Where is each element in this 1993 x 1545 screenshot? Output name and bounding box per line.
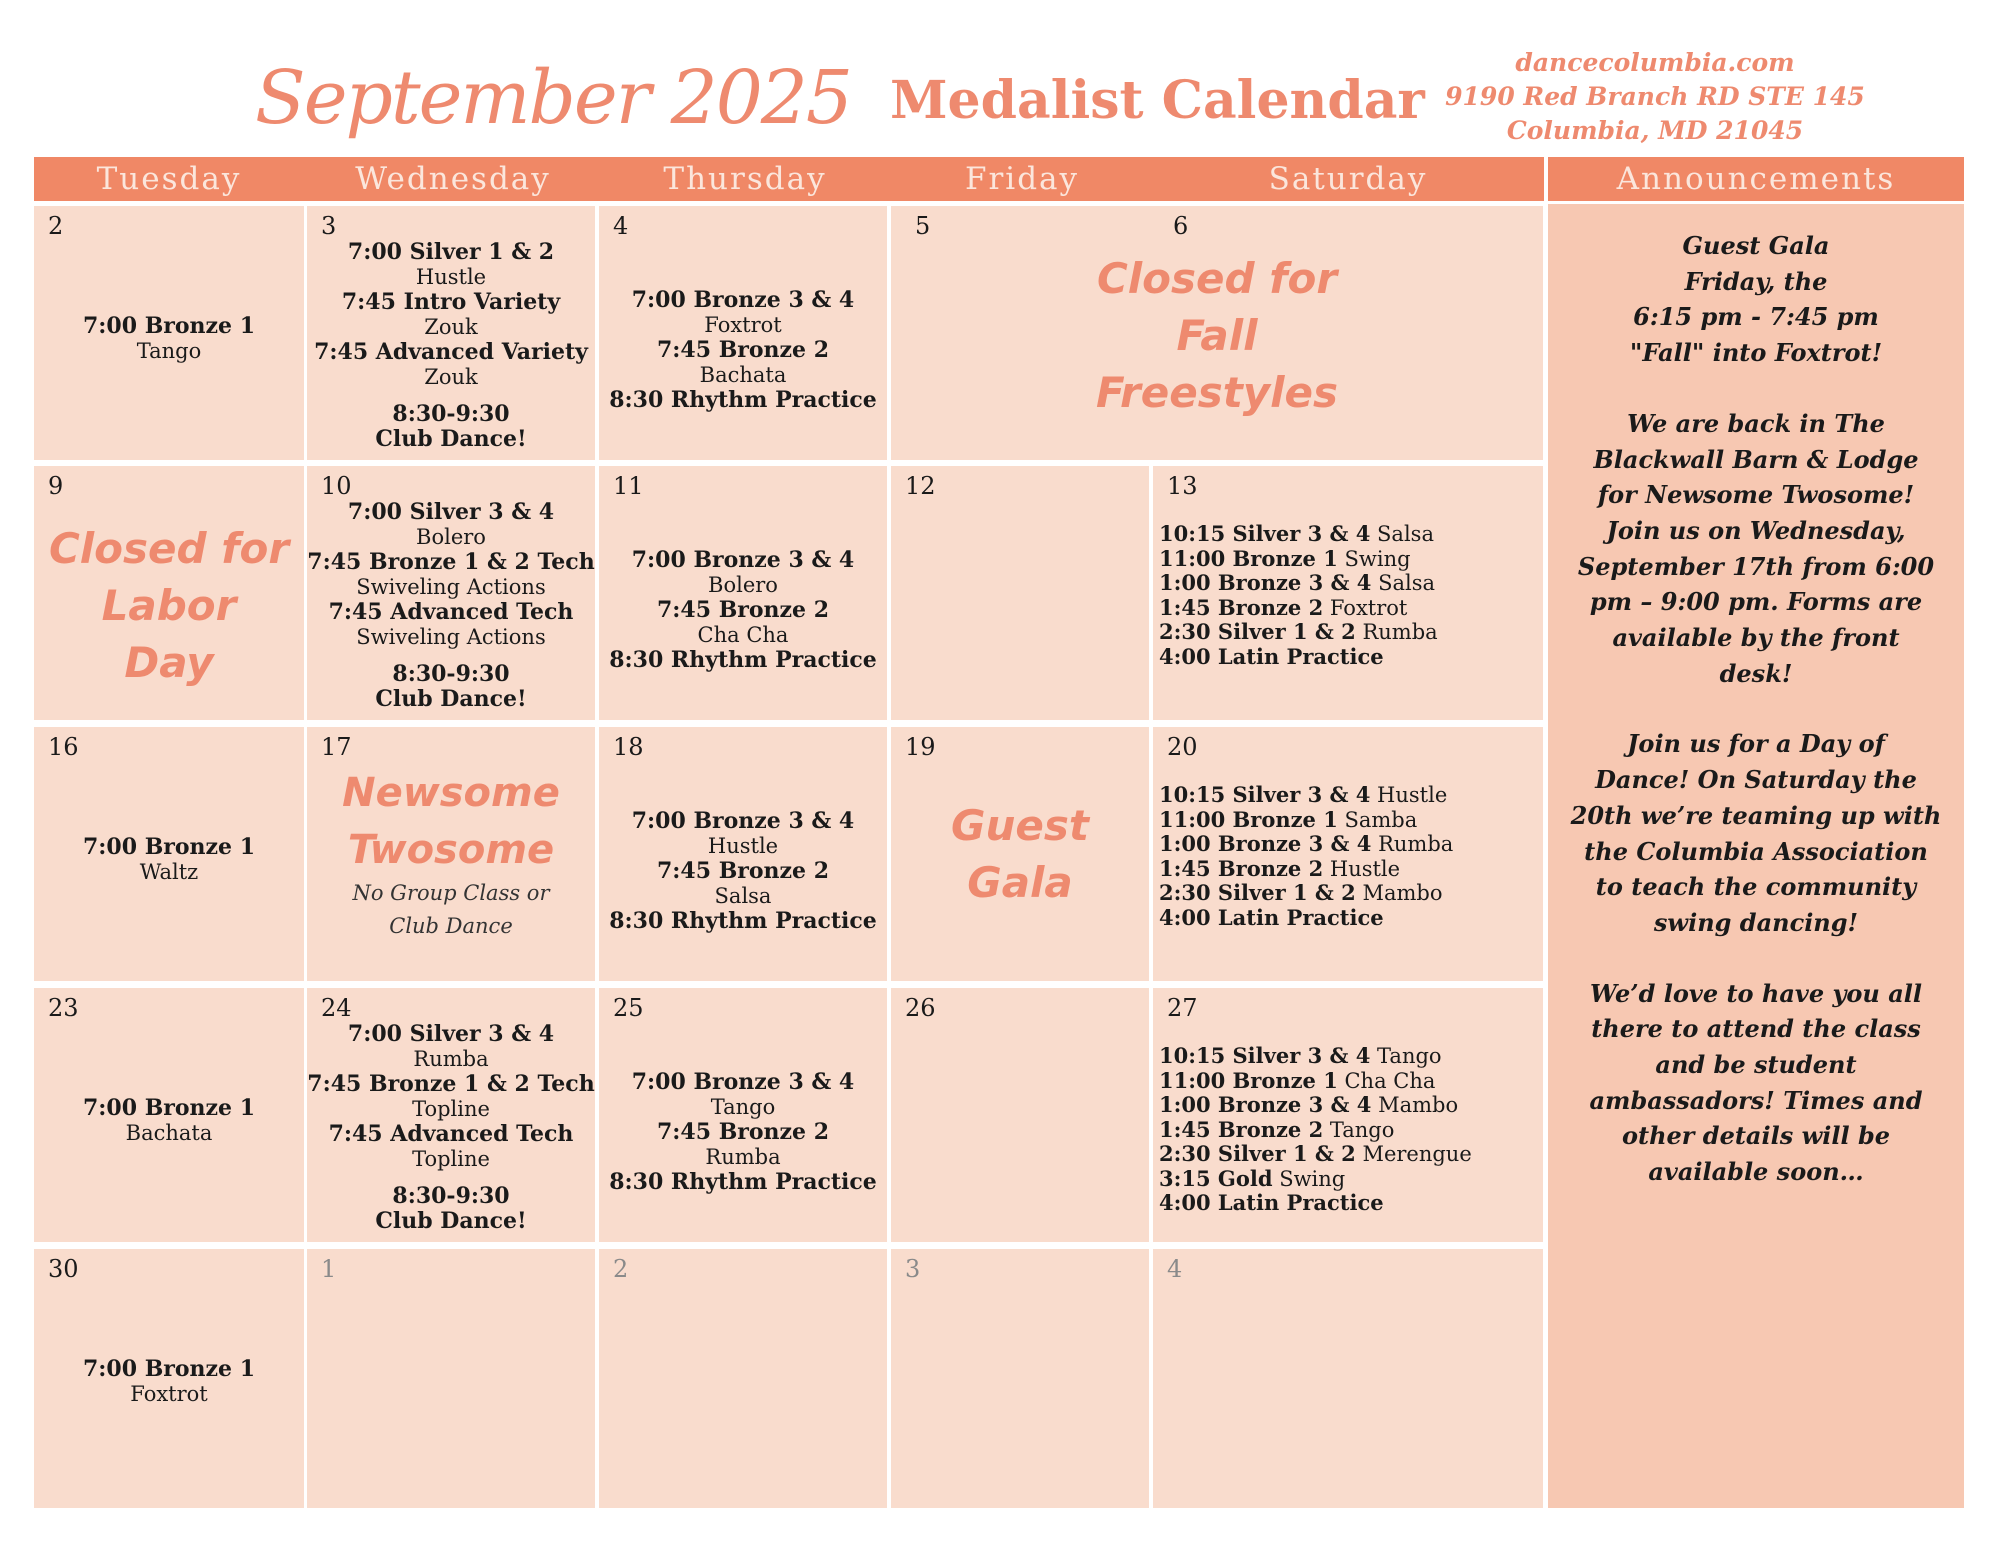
day-cell-n3[interactable]	[891, 1249, 1149, 1508]
announcement-line: We’d love to have you all	[1589, 978, 1922, 1008]
dance-style: Hustle	[415, 265, 487, 289]
class-time: 11:00 Bronze 1	[1159, 1067, 1338, 1093]
dance-style: Tango	[136, 339, 202, 363]
announcement-line: the Columbia Association	[1584, 836, 1928, 866]
class-time: 2:30 Silver 1 & 2	[1159, 1141, 1356, 1166]
schedule-row	[1159, 596, 1543, 621]
header-wednesday: Wednesday	[355, 161, 551, 197]
day-cell-d18[interactable]	[599, 727, 887, 981]
class-schedule	[599, 548, 887, 673]
day-number: 3	[905, 1255, 921, 1283]
dance-style: Merengue	[1355, 1142, 1472, 1166]
day-cell-d19[interactable]	[891, 727, 1149, 981]
dance-style: Zouk	[424, 315, 478, 339]
class-time: 7:00 Bronze 1	[82, 834, 255, 860]
schedule-row	[1159, 1167, 1543, 1192]
dance-style: Salsa	[1371, 571, 1435, 595]
dance-style: Swiveling Actions	[356, 575, 546, 599]
class-time: 8:30 Rhythm Practice	[609, 1169, 877, 1195]
class-time: 1:00 Bronze 3 & 4	[1159, 831, 1372, 856]
note-line: Club Dance	[389, 914, 513, 938]
day-number: 16	[48, 733, 79, 761]
day-number: 9	[48, 472, 64, 500]
day-number: 2	[48, 212, 64, 240]
dance-style: Rumba	[705, 1145, 781, 1169]
dance-style: Hustle	[1370, 783, 1448, 807]
class-time: 7:00 Bronze 1	[82, 1095, 255, 1121]
day-cell-d12[interactable]	[891, 466, 1149, 720]
dance-style: Cha Cha	[1337, 1068, 1436, 1093]
announcement-line: Friday, the	[1684, 266, 1828, 296]
class-schedule	[599, 288, 887, 413]
schedule-row	[1159, 881, 1543, 906]
dance-style: Rumba	[1371, 832, 1454, 856]
announcement-paragraph	[1548, 228, 1964, 371]
day-cell-n1[interactable]	[307, 1249, 595, 1508]
class-time: 10:15 Silver 3 & 4	[1159, 782, 1371, 807]
class-time: 1:45 Bronze 2	[1159, 855, 1324, 881]
day-number: 2	[613, 1255, 629, 1283]
class-schedule	[599, 809, 887, 934]
dance-style: Tango	[1370, 1044, 1442, 1068]
dance-style: Bachata	[125, 1121, 213, 1145]
class-schedule	[34, 1096, 304, 1146]
class-time: 8:30 Rhythm Practice	[609, 908, 877, 934]
schedule-row	[1159, 1069, 1543, 1094]
day-cell-d2[interactable]	[34, 206, 304, 460]
address-line-1: 9190 Red Branch RD STE 145	[1445, 82, 1865, 111]
schedule-row	[1159, 645, 1543, 670]
announcement-line: Guest Gala	[1682, 231, 1830, 260]
class-time: 1:00 Bronze 3 & 4	[1159, 570, 1372, 595]
day-number: 13	[1167, 472, 1198, 500]
schedule-row	[1159, 808, 1543, 833]
day-cell-d4[interactable]	[599, 206, 887, 460]
dance-style: Topline	[412, 1097, 490, 1121]
day-number: 6	[1173, 212, 1189, 240]
class-time: 7:45 Bronze 2	[656, 597, 829, 623]
schedule-row	[1159, 571, 1543, 596]
day-number: 25	[613, 994, 644, 1022]
schedule-row	[1159, 783, 1543, 808]
dance-style: Zouk	[424, 365, 478, 389]
class-time: Club Dance!	[375, 426, 527, 452]
day-number: 26	[905, 994, 936, 1022]
class-time: 1:45 Bronze 2	[1159, 594, 1324, 620]
day-number: 11	[613, 472, 644, 500]
day-cell-d24[interactable]	[307, 988, 595, 1242]
class-time: 1:00 Bronze 3 & 4	[1159, 1092, 1372, 1117]
schedule-row	[1159, 857, 1543, 882]
address-line-2: Columbia, MD 21045	[1506, 116, 1804, 145]
announcement-paragraph	[1548, 976, 1964, 1190]
announcement-line: for Newsome Twosome!	[1597, 480, 1915, 510]
class-time: 7:00 Bronze 1	[82, 313, 255, 339]
class-time: 7:45 Intro Variety	[341, 289, 561, 315]
saturday-schedule	[1159, 1044, 1543, 1216]
dance-style: Tango	[710, 1095, 776, 1119]
class-time: 7:45 Advanced Tech	[328, 1121, 574, 1147]
day-cell-d27[interactable]	[1153, 988, 1543, 1242]
weekday-header-bar	[34, 157, 1544, 201]
class-schedule	[307, 500, 595, 712]
class-time: 8:30 Rhythm Practice	[609, 647, 877, 673]
day-number: 1	[321, 1255, 337, 1283]
dance-style: Topline	[412, 1147, 490, 1171]
class-time: 2:30 Silver 1 & 2	[1159, 619, 1356, 644]
schedule-row	[1159, 1118, 1543, 1143]
class-schedule	[34, 835, 304, 885]
dance-style: Bachata	[699, 363, 787, 387]
class-time: 7:45 Bronze 1 & 2 Tech	[307, 1071, 595, 1097]
day-number: 4	[1167, 1255, 1183, 1283]
class-time: 7:00 Silver 1 & 2	[347, 239, 555, 265]
note-line: No Group Class or	[352, 881, 550, 905]
class-schedule	[34, 314, 304, 364]
announcement-line: We are back in The	[1627, 408, 1885, 438]
dance-style: Waltz	[139, 860, 199, 884]
dance-style: Foxtrot	[130, 1382, 208, 1406]
schedule-row	[1159, 522, 1543, 547]
event-banner-line: Newsome	[342, 770, 560, 816]
event-banner-line: Closed for	[48, 524, 290, 573]
day-cell-d26[interactable]	[891, 988, 1149, 1242]
day-number: 5	[915, 212, 931, 240]
class-schedule	[599, 1070, 887, 1195]
dance-style: Swing	[1337, 546, 1411, 571]
schedule-row	[1159, 1142, 1543, 1167]
day-number: 10	[321, 472, 352, 500]
schedule-row	[1159, 547, 1543, 572]
day-number: 27	[1167, 994, 1198, 1022]
class-time: 10:15 Silver 3 & 4	[1159, 521, 1371, 546]
header-thursday: Thursday	[663, 161, 827, 197]
event-banner	[891, 250, 1543, 421]
saturday-schedule	[1159, 522, 1543, 669]
class-time: 8:30-9:30	[392, 1183, 510, 1209]
announcement-line: pm – 9:00 pm. Forms are	[1589, 587, 1923, 617]
class-time: 10:15 Silver 3 & 4	[1159, 1043, 1371, 1068]
event-banner-line: Closed for	[1096, 254, 1338, 303]
dance-style: Mambo	[1371, 1093, 1459, 1117]
class-time: 11:00 Bronze 1	[1159, 545, 1338, 571]
event-banner-line: Guest	[951, 801, 1089, 850]
announcement-line: ambassadors! Times and	[1589, 1085, 1923, 1115]
no-class-note	[307, 877, 595, 943]
announcement-line: 20th we’re teaming up with	[1570, 800, 1942, 830]
dance-style: Swiveling Actions	[356, 625, 546, 649]
class-time: 7:00 Bronze 3 & 4	[631, 1069, 855, 1095]
schedule-row	[1159, 1191, 1543, 1216]
class-time: 7:45 Advanced Tech	[328, 599, 574, 625]
dance-style: Hustle	[1323, 856, 1401, 881]
event-banner-line: Gala	[967, 858, 1073, 907]
dance-style: Salsa	[714, 884, 772, 908]
event-banner	[307, 765, 595, 879]
event-banner-line: Fall	[1176, 311, 1258, 360]
day-number: 17	[321, 733, 352, 761]
announcement-line: "Fall" into Foxtrot!	[1629, 338, 1883, 368]
header-saturday: Saturday	[1268, 161, 1428, 197]
class-time: 8:30 Rhythm Practice	[609, 387, 877, 413]
class-time: 7:00 Silver 3 & 4	[347, 1021, 555, 1047]
announcement-line: there to attend the class	[1591, 1014, 1921, 1044]
dance-style: Bolero	[416, 525, 486, 549]
day-number: 19	[905, 733, 936, 761]
class-time: 8:30-9:30	[392, 661, 510, 687]
event-banner-line: Labor	[101, 581, 237, 630]
class-time: 7:45 Bronze 2	[656, 858, 829, 884]
day-number: 24	[321, 994, 352, 1022]
schedule-row	[1159, 620, 1543, 645]
studio-address	[1420, 46, 1890, 148]
day-number: 23	[48, 994, 79, 1022]
month-title: September 2025	[255, 55, 851, 141]
dance-style: Swing	[1272, 1166, 1346, 1191]
day-cell-d16[interactable]	[34, 727, 304, 981]
announcement-line: available by the front	[1612, 623, 1900, 653]
day-cell-d23[interactable]	[34, 988, 304, 1242]
class-time: 7:45 Bronze 1 & 2 Tech	[307, 549, 595, 575]
dance-style: Cha Cha	[697, 623, 789, 647]
announcement-line: 6:15 pm - 7:45 pm	[1633, 302, 1879, 332]
class-time: 7:45 Bronze 2	[656, 1119, 829, 1145]
header-friday: Friday	[964, 161, 1080, 197]
schedule-row	[1159, 832, 1543, 857]
day-number: 12	[905, 472, 936, 500]
class-time: 7:45 Bronze 2	[656, 337, 829, 363]
class-schedule	[34, 1357, 304, 1407]
announcements-header: Announcements	[1548, 157, 1964, 201]
class-time: 1:45 Bronze 2	[1159, 1116, 1324, 1142]
day-cell-d20[interactable]	[1153, 727, 1543, 981]
class-time: 7:00 Bronze 3 & 4	[631, 287, 855, 313]
schedule-row	[1159, 906, 1543, 931]
event-banner-line: Twosome	[347, 827, 555, 873]
announcement-line: other details will be	[1621, 1121, 1891, 1151]
saturday-schedule	[1159, 783, 1543, 930]
dance-style: Mambo	[1355, 881, 1443, 905]
announcements-panel	[1548, 204, 1964, 1508]
class-time: Club Dance!	[375, 686, 527, 712]
announcement-line: Join us for a Day of	[1627, 729, 1885, 759]
class-time: 4:00 Latin Practice	[1159, 1190, 1384, 1215]
announcement-line: September 17th from 6:00	[1577, 551, 1935, 581]
day-cell-n2[interactable]	[599, 1249, 887, 1508]
dance-style: Foxtrot	[704, 313, 782, 337]
class-time: Club Dance!	[375, 1208, 527, 1234]
header-tuesday: Tuesday	[96, 161, 242, 197]
announcement-line: Blackwall Barn & Lodge	[1593, 444, 1919, 474]
announcement-line: desk!	[1719, 658, 1793, 688]
event-banner-line: Freestyles	[1095, 368, 1339, 417]
day-cell-d10[interactable]	[307, 466, 595, 720]
announcement-line: to teach the community	[1595, 872, 1917, 902]
announcement-paragraph	[1548, 406, 1964, 692]
day-cell-d5-d6[interactable]	[891, 206, 1543, 460]
class-time: 4:00 Latin Practice	[1159, 643, 1384, 669]
class-time: 8:30-9:30	[392, 401, 510, 427]
announcement-line: Join us on Wednesday,	[1606, 515, 1906, 545]
day-cell-d17[interactable]	[307, 727, 595, 981]
class-time: 3:15 Gold	[1159, 1165, 1273, 1191]
day-number: 20	[1167, 733, 1198, 761]
day-number: 3	[321, 212, 337, 240]
dance-style: Salsa	[1370, 522, 1434, 546]
dance-style: Rumba	[413, 1047, 489, 1071]
class-time: 2:30 Silver 1 & 2	[1159, 880, 1356, 905]
day-number: 18	[613, 733, 644, 761]
dance-style: Rumba	[1355, 620, 1438, 644]
calendar-title: Medalist Calendar	[890, 70, 1425, 131]
day-number: 30	[48, 1255, 79, 1283]
day-cell-d25[interactable]	[599, 988, 887, 1242]
dance-style: Samba	[1337, 807, 1418, 832]
day-cell-d13[interactable]	[1153, 466, 1543, 720]
event-banner	[34, 520, 304, 691]
class-time: 7:00 Silver 3 & 4	[347, 499, 555, 525]
dance-style: Foxtrot	[1323, 595, 1408, 620]
dance-style: Bolero	[708, 573, 778, 597]
class-schedule	[307, 240, 595, 452]
class-schedule	[307, 1022, 595, 1234]
class-time: 7:00 Bronze 1	[82, 1356, 255, 1382]
class-time: 11:00 Bronze 1	[1159, 806, 1338, 832]
day-cell-d9[interactable]	[34, 466, 304, 720]
class-time: 4:00 Latin Practice	[1159, 904, 1384, 930]
dance-style: Hustle	[707, 834, 779, 858]
day-cell-d11[interactable]	[599, 466, 887, 720]
event-banner	[891, 797, 1149, 911]
announcement-line: swing dancing!	[1653, 907, 1859, 937]
schedule-row	[1159, 1093, 1543, 1118]
dance-style: Tango	[1323, 1117, 1395, 1142]
class-time: 7:00 Bronze 3 & 4	[631, 808, 855, 834]
website-link[interactable]: dancecolumbia.com	[1515, 48, 1795, 77]
event-banner-line: Day	[124, 638, 214, 687]
announcement-paragraph	[1548, 726, 1964, 940]
day-cell-d3[interactable]	[307, 206, 595, 460]
announcement-line: and be student	[1655, 1050, 1857, 1080]
class-time: 7:00 Bronze 3 & 4	[631, 547, 855, 573]
announcements-text	[1548, 228, 1964, 1225]
day-number: 4	[613, 212, 629, 240]
announcement-line: available soon…	[1648, 1157, 1864, 1187]
announcement-line: Dance! On Saturday the	[1595, 765, 1917, 795]
day-cell-d30[interactable]	[34, 1249, 304, 1508]
day-cell-n4[interactable]	[1153, 1249, 1543, 1508]
schedule-row	[1159, 1044, 1543, 1069]
class-time: 7:45 Advanced Variety	[314, 339, 588, 365]
